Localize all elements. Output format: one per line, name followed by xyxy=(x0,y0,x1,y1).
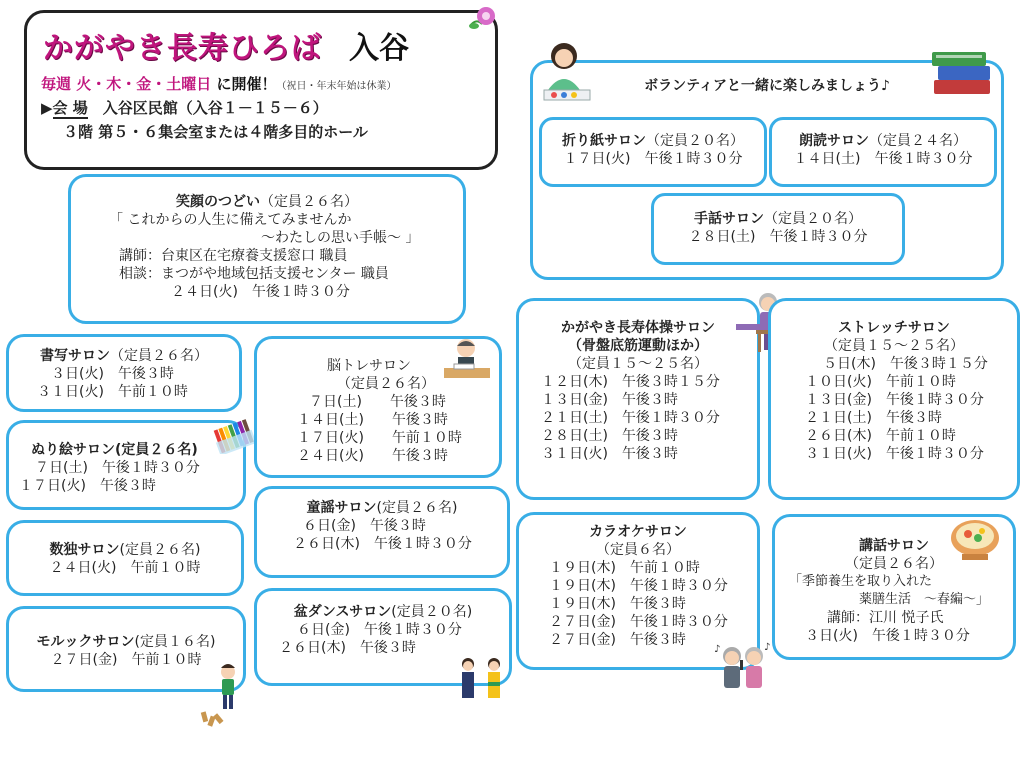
shosha-title: 書写サロン xyxy=(40,348,110,364)
venue-label: 会 場 xyxy=(52,99,88,117)
bondance-time-2: ２６日(木) 午後３時 xyxy=(279,640,416,656)
egao-tsudoi-card xyxy=(68,174,466,324)
noutore-title: 脳トレサロン xyxy=(327,358,411,374)
svg-text:♪: ♪ xyxy=(714,644,721,655)
stretch-time-2: １０日(火) 午前１０時 xyxy=(805,374,956,390)
douyou-capacity: (定員２６名) xyxy=(376,500,458,516)
stretch-salon-card xyxy=(768,298,1020,500)
egao-heading xyxy=(71,193,463,211)
schedule-days: 毎週 火・木・金・土曜日 xyxy=(41,75,212,93)
stretch-capacity: （定員１５～２５名） xyxy=(824,338,964,354)
taisou-salon-card xyxy=(516,298,760,500)
karaoke-time-3: １９日(木) 午後３時 xyxy=(549,596,686,612)
woman-painting-icon xyxy=(540,38,592,104)
karaoke-time-5: ２７日(金) 午後３時 xyxy=(549,632,686,648)
egao-topic-line2: ～わたしの思い手帳～ 」 xyxy=(261,230,420,246)
shuwa-salon-card xyxy=(651,193,905,265)
taisou-time-2: １３日(金) 午後３時 xyxy=(541,392,678,408)
shosha-time-1: ３日(火) 午後３時 xyxy=(51,366,174,382)
noutore-capacity: （定員２６名） xyxy=(337,376,435,392)
taisou-time-3: ２１日(土) 午後１時３０分 xyxy=(541,410,720,426)
douyou-title: 童謡サロン xyxy=(306,500,377,516)
shosha-heading xyxy=(9,347,239,365)
stretch-time-1: ５日(木) 午後３時１５分 xyxy=(823,356,988,372)
origami-salon-card xyxy=(539,117,767,187)
roudoku-salon-time: １４日(土) 午後１時３０分 xyxy=(793,151,973,167)
roudoku-salon-card xyxy=(769,117,997,187)
nurie-capacity: (定員２６名) xyxy=(115,442,198,458)
karaoke-title: カラオケサロン xyxy=(589,524,687,540)
molkky-heading xyxy=(9,633,243,651)
stretch-time-3: １３日(金) 午後１時３０分 xyxy=(805,392,984,408)
douyou-salon-card xyxy=(254,486,510,578)
origami-salon-heading xyxy=(542,132,764,150)
svg-text:♪: ♪ xyxy=(764,642,771,653)
karaoke-singers-icon xyxy=(712,640,774,696)
stretch-time-4: ２１日(土) 午後３時 xyxy=(805,410,942,426)
douyou-time-1: ６日(金) 午後３時 xyxy=(303,518,426,534)
roudoku-salon-heading xyxy=(772,132,994,150)
karaoke-time-1: １９日(木) 午前１０時 xyxy=(549,560,700,576)
kouwa-lecturer: 講師：江川 悦子氏 xyxy=(827,610,944,626)
origami-salon-capacity: （定員２０名） xyxy=(646,133,744,149)
volunteer-title: ボランティアと一緒に楽しみましょう♪ xyxy=(644,78,890,94)
header-panel xyxy=(24,10,498,170)
venue-name: 入谷区民館（入谷１－１５－６） xyxy=(102,99,328,117)
douyou-time-2: ２６日(木) 午後１時３０分 xyxy=(293,536,472,552)
egao-capacity: （定員２６名） xyxy=(260,194,358,210)
egao-topic-line1: 「 これからの人生に備えてみませんか xyxy=(109,212,352,228)
venue-rooms: ３階 第５・６集会室または４階多目的ホール xyxy=(63,123,368,141)
kouwa-topic-line2: 薬膳生活 ～春編～」 xyxy=(859,592,990,607)
karaoke-time-4: ２７日(金) 午後１時３０分 xyxy=(549,614,728,630)
bondance-heading xyxy=(257,603,509,621)
egao-time: ２４日(火) 午後１時３０分 xyxy=(171,284,350,300)
origami-salon-title: 折り紙サロン xyxy=(562,133,646,149)
taisou-time-5: ３１日(火) 午後３時 xyxy=(541,446,678,462)
schedule-note: （祝日・年末年始は休業） xyxy=(276,81,397,92)
shuwa-salon-time: ２８日(土) 午後１時３０分 xyxy=(688,229,868,245)
kouwa-time: ３日(火) 午後１時３０分 xyxy=(805,628,970,644)
karaoke-time-2: １９日(木) 午後１時３０分 xyxy=(549,578,728,594)
bon-dancers-icon xyxy=(452,654,512,712)
roudoku-salon-title: 朗読サロン xyxy=(799,133,869,149)
shuwa-salon-heading xyxy=(654,210,902,228)
sudoku-capacity: (定員２６名) xyxy=(119,542,201,558)
schedule-line xyxy=(41,73,396,94)
man-studying-icon xyxy=(440,334,494,382)
bondance-capacity: (定員２０名) xyxy=(391,604,473,620)
bondance-time-1: ６日(金) 午後１時３０分 xyxy=(297,622,462,638)
nurie-time-2: １７日(火) 午後３時 xyxy=(19,478,156,494)
shuwa-salon-capacity: （定員２０名） xyxy=(764,211,862,227)
kouwa-title: 講話サロン xyxy=(859,538,929,554)
shuwa-salon-title: 手話サロン xyxy=(694,211,764,227)
kouwa-capacity: （定員２６名） xyxy=(845,556,943,572)
noutore-time-4: ２４日(火) 午後３時 xyxy=(297,448,448,464)
molkky-title: モルックサロン xyxy=(36,634,135,650)
noutore-time-1: ７日(土) 午後３時 xyxy=(309,394,446,410)
nurie-heading xyxy=(9,441,243,459)
shosha-salon-card xyxy=(6,334,242,412)
taisou-title: かがやき長寿体操サロン xyxy=(561,320,715,336)
egao-lecturer: 講師：台東区在宅療養支援窓口 職員 xyxy=(119,248,348,264)
karaoke-capacity: （定員６名） xyxy=(596,542,680,558)
morning-glory-icon xyxy=(466,4,500,34)
origami-salon-time: １７日(火) 午後１時３０分 xyxy=(563,151,743,167)
schedule-open: に開催！ xyxy=(211,75,277,93)
taisou-subtitle: （骨盤底筋運動ほか） xyxy=(568,338,708,354)
molkky-capacity: (定員１６名) xyxy=(134,634,216,650)
sudoku-salon-card xyxy=(6,520,244,596)
kouwa-topic-line1: 「季節養生を取り入れた xyxy=(789,574,933,589)
noutore-time-2: １４日(土) 午後３時 xyxy=(297,412,448,428)
page-title: かがやき長寿ひろば xyxy=(43,31,322,66)
venue-bullet: ▶ xyxy=(41,99,53,117)
page-title-place: 入谷 xyxy=(349,31,409,66)
shosha-capacity: （定員２６名） xyxy=(110,348,208,364)
roudoku-salon-capacity: （定員２４名） xyxy=(869,133,967,149)
bondance-title: 盆ダンスサロン xyxy=(293,604,392,620)
books-icon xyxy=(930,44,994,98)
soup-pot-icon xyxy=(948,516,1002,566)
molkky-player-icon xyxy=(196,660,246,728)
sudoku-title: 数独サロン xyxy=(49,542,120,558)
nurie-title: ぬり絵サロン xyxy=(31,442,115,458)
venue-line xyxy=(41,97,328,118)
colored-pencils-icon xyxy=(210,414,258,454)
taisou-time-4: ２８日(土) 午後３時 xyxy=(541,428,678,444)
sudoku-time-1: ２４日(火) 午前１０時 xyxy=(49,560,201,576)
douyou-heading xyxy=(257,499,507,517)
stretch-title: ストレッチサロン xyxy=(838,320,950,336)
taisou-time-1: １２日(木) 午後３時１５分 xyxy=(541,374,720,390)
egao-title: 笑顔のつどい xyxy=(176,194,260,210)
stretch-time-5: ２６日(木) 午前１０時 xyxy=(805,428,956,444)
shosha-time-2: ３１日(火) 午前１０時 xyxy=(37,384,188,400)
molkky-time-1: ２７日(金) 午前１０時 xyxy=(50,652,202,668)
sudoku-heading xyxy=(9,541,241,559)
egao-consult: 相談：まつがや地域包括支援センター 職員 xyxy=(119,266,389,282)
taisou-capacity: （定員１５～２５名） xyxy=(568,356,708,372)
stretch-time-6: ３１日(火) 午後１時３０分 xyxy=(805,446,984,462)
nurie-time-1: ７日(土) 午後１時３０分 xyxy=(35,460,200,476)
noutore-time-3: １７日(火) 午前１０時 xyxy=(297,430,462,446)
